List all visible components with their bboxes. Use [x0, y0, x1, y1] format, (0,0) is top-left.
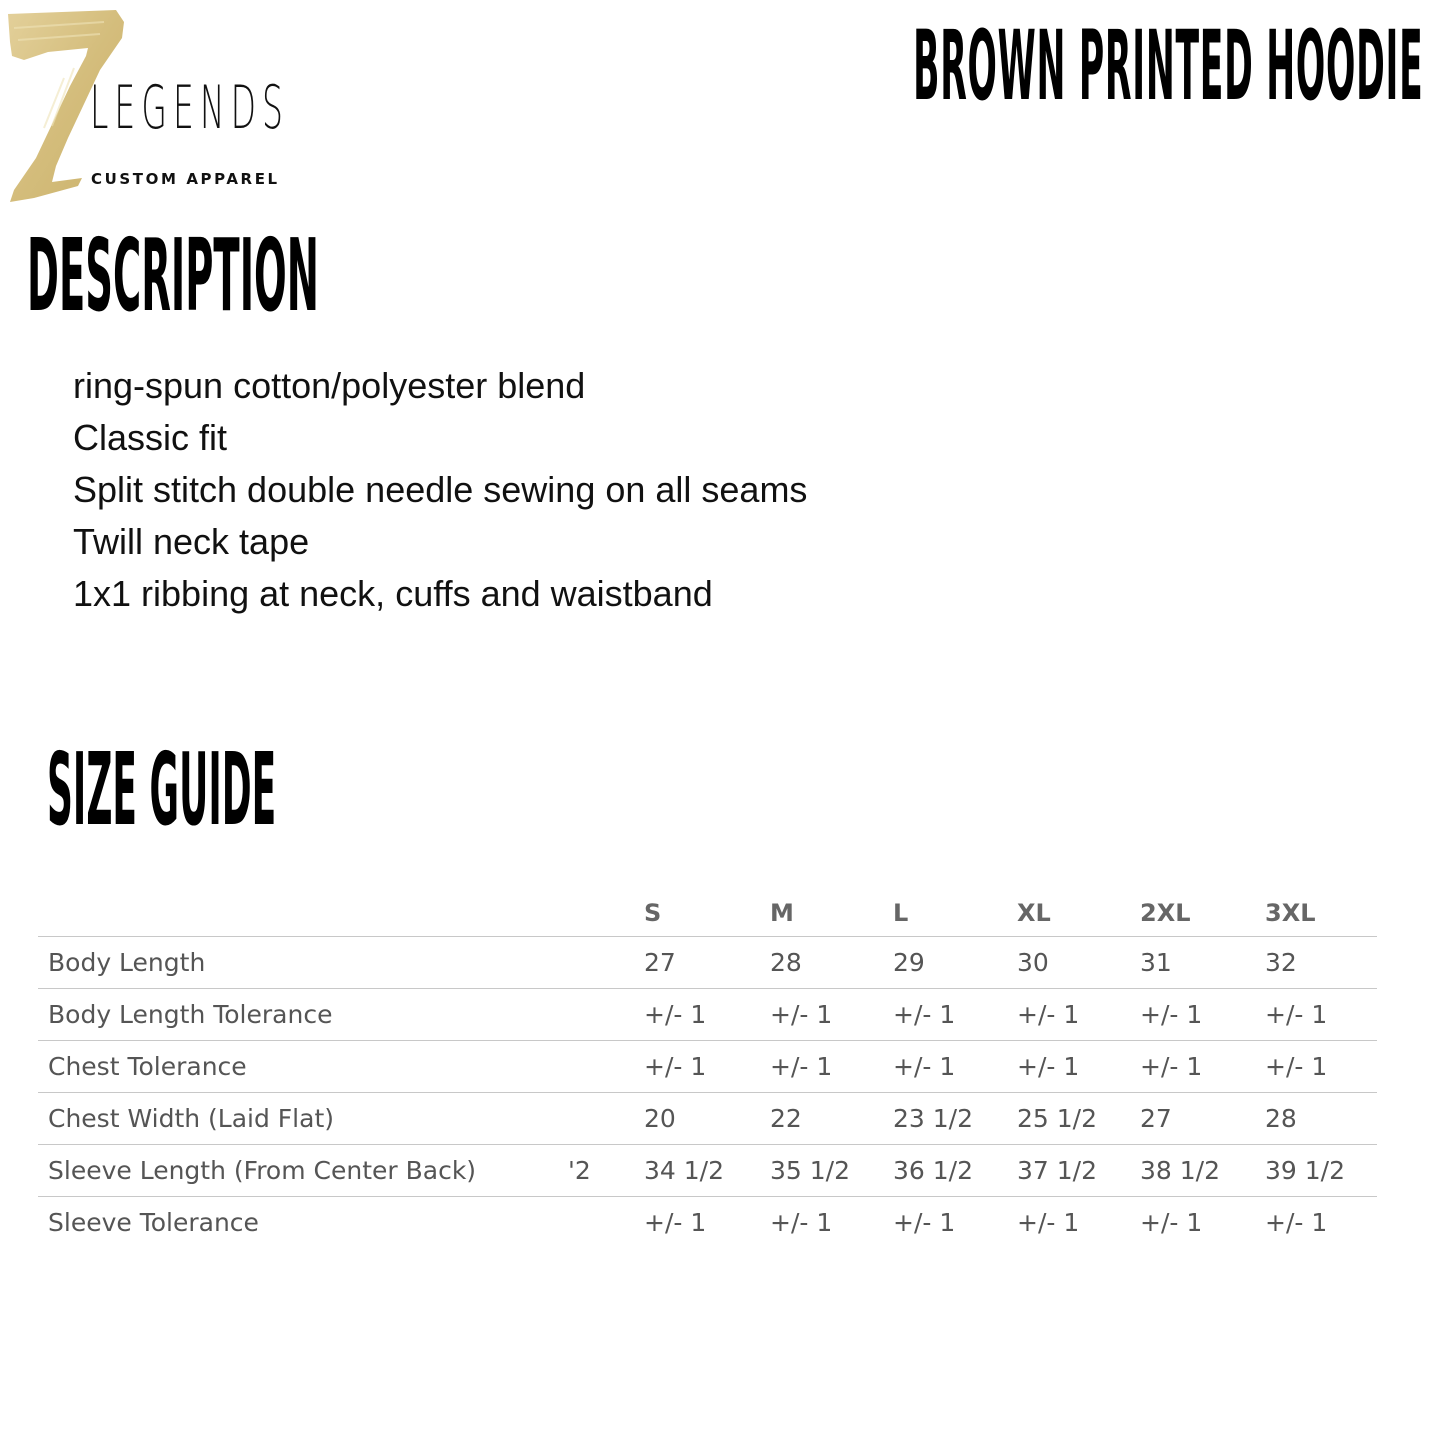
table-cell: 27 [644, 948, 676, 977]
row-label: Chest Width (Laid Flat) [48, 1104, 334, 1133]
table-row [38, 989, 1377, 1041]
table-cell: +/- 1 [893, 1208, 956, 1237]
logo-wordmark: LEGENDS [90, 73, 290, 143]
table-cell: 20 [644, 1104, 676, 1133]
table-cell: 30 [1017, 948, 1049, 977]
table-cell: +/- 1 [1017, 1000, 1080, 1029]
description-heading: DESCRIPTION [27, 217, 319, 334]
header-label-cell [38, 890, 568, 937]
row-label: Sleeve Length (From Center Back) [48, 1156, 477, 1185]
table-cell: 29 [893, 948, 925, 977]
header-spacer-cell [568, 890, 644, 937]
table-cell: +/- 1 [1265, 1208, 1328, 1237]
row-label: Sleeve Tolerance [48, 1208, 259, 1237]
table-cell: 38 1/2 [1140, 1156, 1220, 1185]
list-item: Classic fit [73, 417, 228, 458]
column-header: M [770, 899, 794, 927]
table-cell: +/- 1 [770, 1208, 833, 1237]
list-item: Twill neck tape [73, 521, 310, 562]
table-row [38, 1093, 1377, 1145]
table-row [38, 937, 1377, 989]
table-cell: +/- 1 [893, 1052, 956, 1081]
product-title: BROWN PRINTED HOODIE [912, 10, 1423, 122]
list-item: 1x1 ribbing at neck, cuffs and waistband [73, 573, 713, 614]
table-cell: +/- 1 [644, 1000, 707, 1029]
row-stray-text: '2 [568, 1156, 591, 1185]
table-cell: 28 [770, 948, 802, 977]
table-cell: 35 1/2 [770, 1156, 850, 1185]
table-cell: +/- 1 [893, 1000, 956, 1029]
column-header: 3XL [1265, 899, 1316, 927]
table-cell: +/- 1 [770, 1000, 833, 1029]
table-cell: 25 1/2 [1017, 1104, 1097, 1133]
table-row [38, 1197, 1377, 1249]
table-cell: 31 [1140, 948, 1172, 977]
row-stray-text [568, 937, 644, 989]
table-cell: 36 1/2 [893, 1156, 973, 1185]
table-header-row [38, 890, 1377, 937]
table-row [38, 1145, 1377, 1197]
column-header: S [644, 899, 662, 927]
row-label: Chest Tolerance [48, 1052, 247, 1081]
table-cell: +/- 1 [1140, 1208, 1203, 1237]
table-cell: +/- 1 [1140, 1000, 1203, 1029]
table-cell: 32 [1265, 948, 1297, 977]
row-stray-text [568, 1041, 644, 1093]
table-cell: +/- 1 [1265, 1000, 1328, 1029]
table-cell: +/- 1 [644, 1208, 707, 1237]
logo-subtitle: CUSTOM APPAREL [91, 170, 280, 188]
table-cell: +/- 1 [1017, 1052, 1080, 1081]
table-row [38, 1041, 1377, 1093]
table-cell: +/- 1 [1140, 1052, 1203, 1081]
description-list [73, 360, 807, 620]
table-cell: 28 [1265, 1104, 1297, 1133]
table-cell: +/- 1 [1265, 1052, 1328, 1081]
table-cell: 34 1/2 [644, 1156, 724, 1185]
column-header: L [893, 899, 909, 927]
table-cell: 22 [770, 1104, 802, 1133]
row-stray-text [568, 1093, 644, 1145]
row-stray-text [568, 989, 644, 1041]
size-guide-heading: SIZE GUIDE [47, 731, 277, 848]
table-cell: 27 [1140, 1104, 1172, 1133]
row-label: Body Length [48, 948, 206, 977]
row-label: Body Length Tolerance [48, 1000, 333, 1029]
table-cell: +/- 1 [770, 1052, 833, 1081]
list-item: Split stitch double needle sewing on all seams [73, 469, 808, 510]
row-stray-text [568, 1197, 644, 1249]
table-cell: 39 1/2 [1265, 1156, 1345, 1185]
brand-logo [4, 8, 294, 208]
size-guide-table [38, 890, 1377, 1248]
table-cell: 37 1/2 [1017, 1156, 1097, 1185]
column-header: XL [1017, 899, 1051, 927]
table-cell: +/- 1 [1017, 1208, 1080, 1237]
table-cell: +/- 1 [644, 1052, 707, 1081]
column-header: 2XL [1140, 899, 1191, 927]
table-cell: 23 1/2 [893, 1104, 973, 1133]
list-item: ring-spun cotton/polyester blend [73, 365, 586, 406]
